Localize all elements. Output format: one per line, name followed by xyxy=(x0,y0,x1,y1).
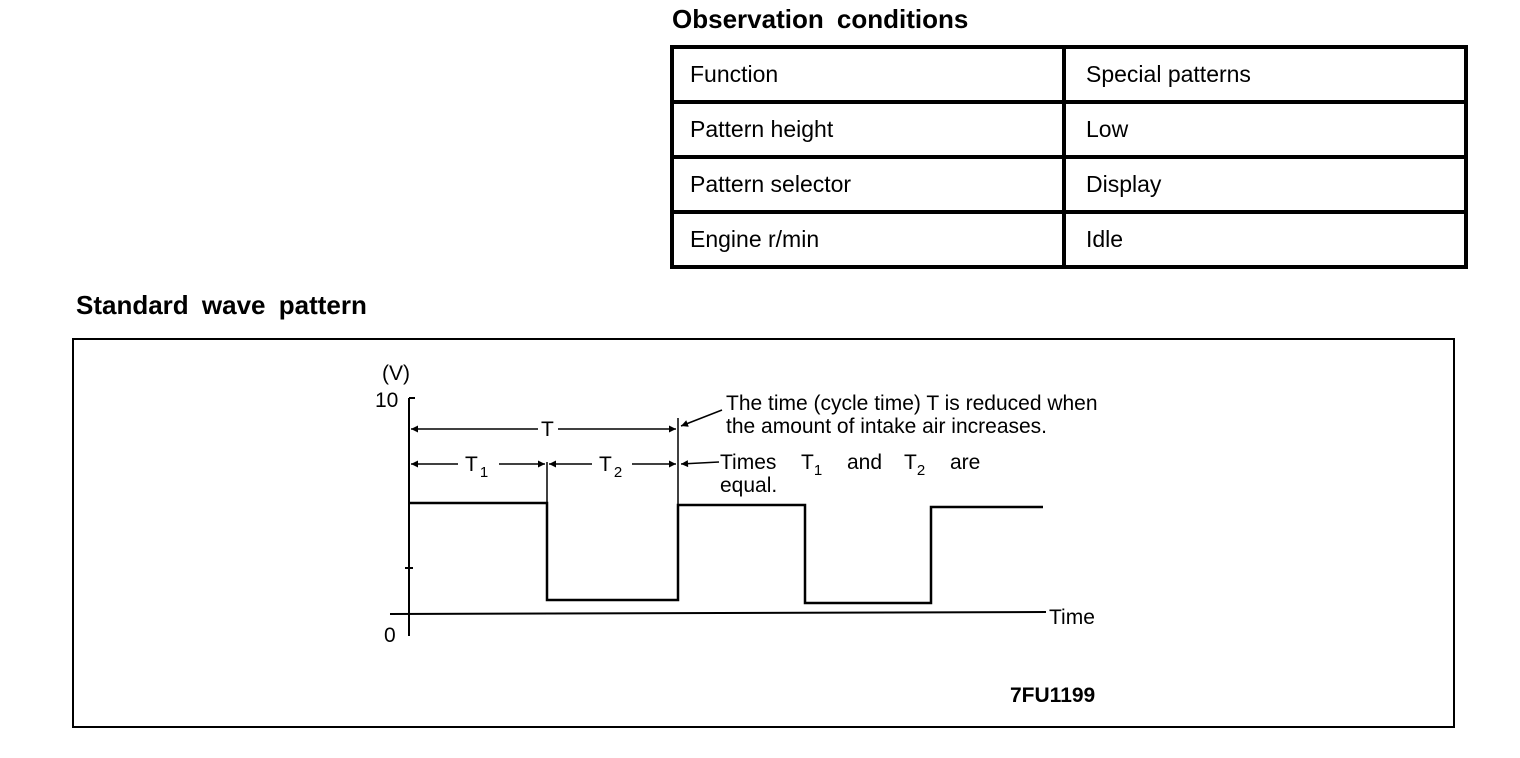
times-note-leader xyxy=(681,462,719,464)
t2-label: T $_2$ xyxy=(599,453,623,481)
times-note-line-1: Times $T_1$ and $T_2$ are xyxy=(720,451,981,479)
x-axis-label: Time xyxy=(1049,606,1095,629)
period-note-line-1: The time (cycle time) T is reduced when xyxy=(726,392,1098,415)
y-axis-unit: (V) xyxy=(382,362,410,385)
y-axis-min-label: 0 xyxy=(384,624,396,647)
period-note-line-2: the amount of intake air increases. xyxy=(726,415,1048,438)
condition-value: Idle xyxy=(1064,212,1466,267)
observation-conditions-heading: Observation conditions xyxy=(672,4,969,34)
condition-value: Special patterns xyxy=(1064,47,1466,102)
condition-label: Pattern selector xyxy=(672,157,1064,212)
period-note-leader xyxy=(681,410,722,426)
y-axis-max-label: 10 xyxy=(375,389,399,412)
condition-label: Function xyxy=(672,47,1064,102)
t1-label: T $_1$ xyxy=(465,453,489,481)
time-axis xyxy=(390,612,1046,614)
times-note-line-2: equal. xyxy=(720,474,778,497)
period-label: T xyxy=(541,418,554,441)
condition-value: Low xyxy=(1064,102,1466,157)
condition-value: Display xyxy=(1064,157,1466,212)
condition-label: Engine r/min xyxy=(672,212,1064,267)
square-wave-trace xyxy=(409,503,1043,603)
figure-code: 7FU1199 xyxy=(1010,684,1096,707)
standard-wave-pattern-heading: Standard wave pattern xyxy=(76,290,367,320)
condition-label: Pattern height xyxy=(672,102,1064,157)
